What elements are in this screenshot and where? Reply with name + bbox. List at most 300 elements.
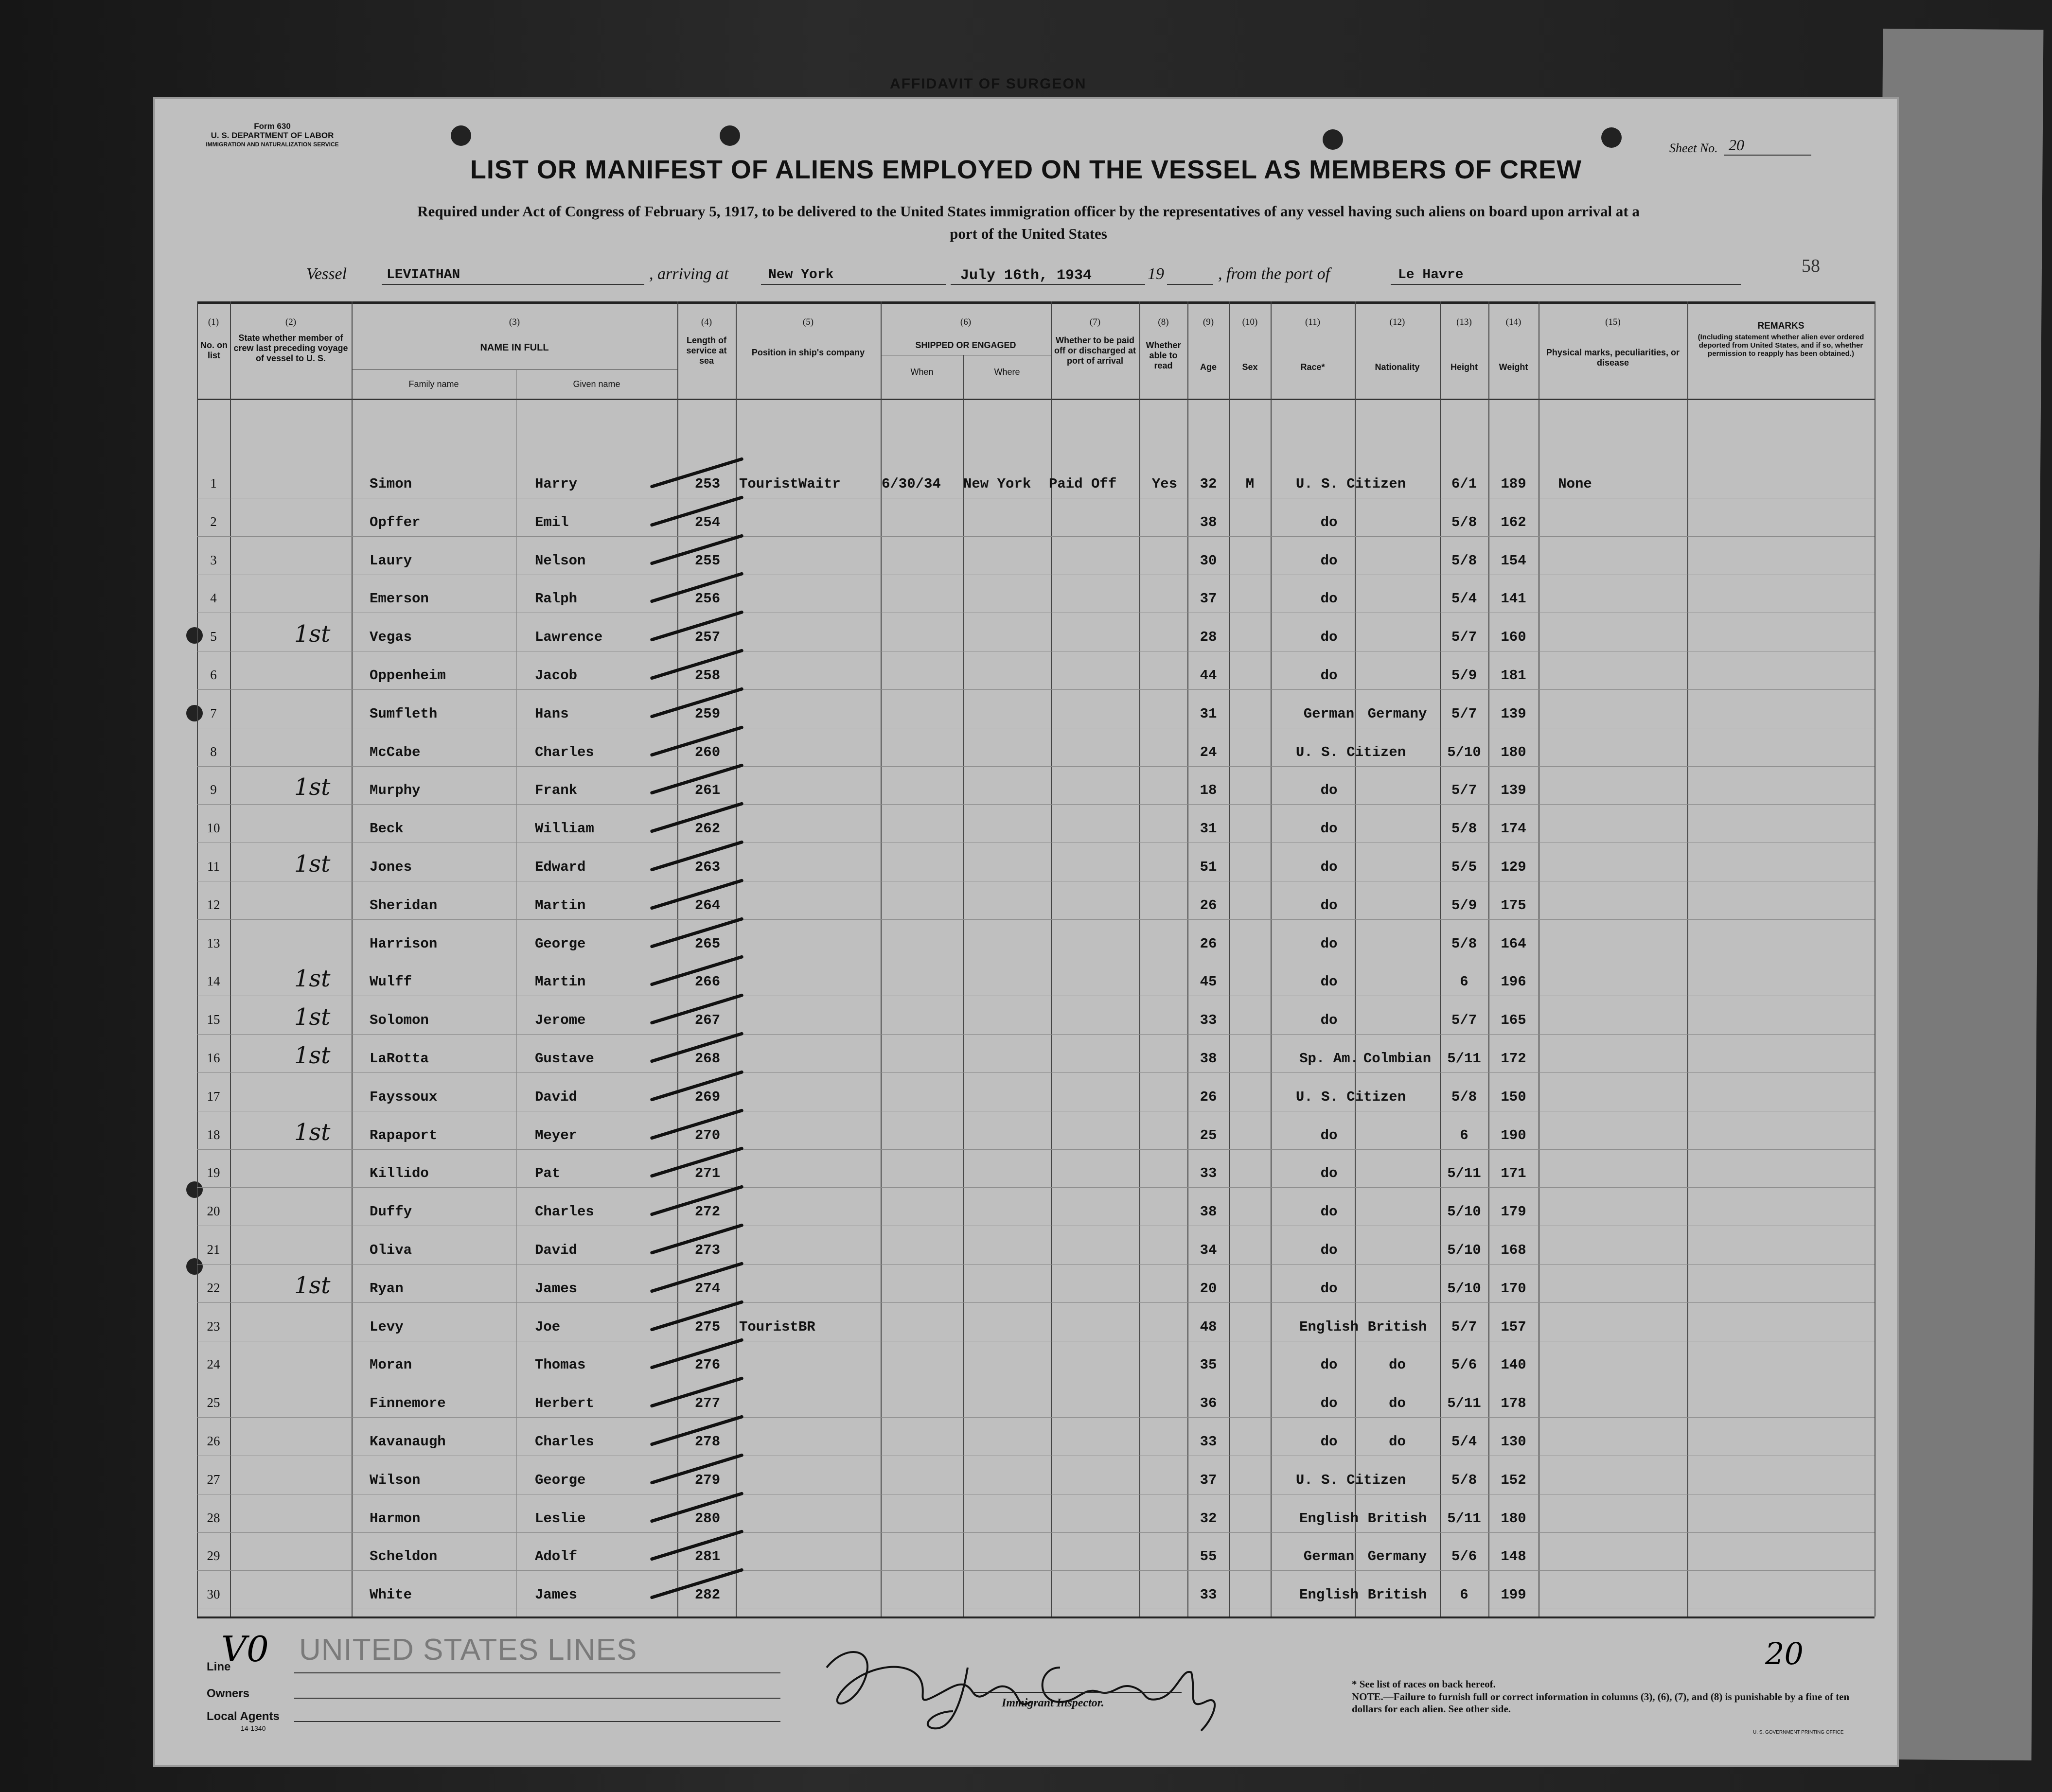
cell-service: 268: [694, 1051, 721, 1067]
cell-no: 19: [207, 1165, 220, 1180]
cell-no: 29: [207, 1548, 220, 1564]
cell-service: 280: [694, 1510, 721, 1527]
cell-age: 36: [1200, 1395, 1217, 1412]
column-number: (2): [285, 317, 297, 327]
cell-service: 258: [694, 668, 721, 684]
service-name: IMMIGRATION AND NATURALIZATION SERVICE: [206, 141, 339, 148]
cell-nationality: do: [1389, 1434, 1406, 1450]
penalty-note: NOTE.—Failure to furnish full or correct information in columns (3), (6), (7), and (8) is punishable by a fine of ten dollars for each alien. See other side.: [1352, 1691, 1850, 1715]
cell-no: 7: [210, 705, 217, 720]
cell-given: Charles: [535, 1434, 594, 1450]
table-row: [197, 1111, 1875, 1150]
cell-service: 265: [694, 935, 721, 952]
from-underline: [1391, 284, 1741, 285]
line-label: Line: [207, 1660, 231, 1673]
cell-weight: 141: [1501, 591, 1526, 607]
cell-service: 261: [694, 782, 721, 799]
table-row: [197, 1072, 1875, 1111]
margin-note: 58: [1802, 256, 1820, 276]
cell-family: Simon: [370, 476, 412, 492]
handwritten-line-number: V0: [221, 1629, 269, 1669]
header-name-in-full: NAME IN FULL: [480, 342, 549, 353]
cell-age: 33: [1200, 1165, 1217, 1182]
cell-given: William: [535, 821, 594, 837]
affidavit-stamp: AFFIDAVIT OF SURGEON: [890, 76, 1087, 92]
port-underline: [761, 284, 946, 285]
cell-weight: 199: [1501, 1587, 1526, 1603]
cell-age: 34: [1200, 1242, 1217, 1258]
cell-given: Emil: [535, 514, 569, 530]
name-subheader-rule: [352, 369, 677, 370]
cell-service: 255: [694, 552, 721, 569]
vessel-label: Vessel: [306, 265, 347, 283]
cell-family: Sheridan: [370, 897, 438, 914]
cell-weight: 160: [1501, 629, 1526, 646]
cell-age: 44: [1200, 668, 1217, 684]
cell-age: 31: [1200, 821, 1217, 837]
cell-weight: 139: [1501, 705, 1526, 722]
cell-weight: 174: [1501, 821, 1526, 837]
cell-service: 262: [694, 821, 721, 837]
subtitle-line: Required under Act of Congress of February 5, 1917, to be delivered to the United States immigration officer by the representatives of any vessel having such aliens on board upon arrival at a: [417, 203, 1640, 220]
header-when: When: [910, 367, 934, 377]
arriving-port: New York: [768, 267, 834, 282]
cell-nationality: Germany: [1367, 1548, 1427, 1565]
cell-nationality: Germany: [1367, 705, 1427, 722]
header-crew-last-voyage: State whether member of crew last preceding voyage of vessel to U. S.: [233, 333, 348, 363]
cell-service: 274: [694, 1280, 721, 1297]
cell-no: 9: [210, 782, 217, 797]
cell-age: 31: [1200, 705, 1217, 722]
cell-height: 5/9: [1451, 897, 1477, 914]
column-number: (15): [1605, 317, 1621, 327]
cell-family: White: [370, 1587, 412, 1603]
table-row: [197, 1417, 1875, 1456]
column-number: (14): [1505, 317, 1521, 327]
cell-family: Duffy: [370, 1204, 412, 1220]
cell-given: Thomas: [535, 1357, 586, 1373]
header-where: Where: [994, 367, 1020, 377]
table-row: [197, 881, 1875, 920]
cell-race: Sp. Am.: [1299, 1051, 1359, 1067]
cell-race: do: [1320, 897, 1338, 914]
cell-weight: 171: [1501, 1165, 1526, 1182]
cell-race: do: [1320, 1204, 1338, 1220]
arriving-label: , arriving at: [649, 265, 729, 283]
cell-no: 27: [207, 1472, 220, 1487]
cell-no: 26: [207, 1434, 220, 1448]
header-weight: Weight: [1499, 362, 1528, 372]
cell-service: 264: [694, 897, 721, 914]
cell-no: 23: [207, 1318, 220, 1334]
column-number: (11): [1305, 317, 1320, 327]
cell-service: 272: [694, 1204, 721, 1220]
cell-no: 3: [210, 552, 217, 567]
cell-age: 38: [1200, 1051, 1217, 1067]
cell-race: do: [1320, 629, 1338, 646]
cell-given: Adolf: [535, 1548, 578, 1565]
table-row: [197, 804, 1875, 843]
header-paid-off: Whether to be paid off or discharged at port of arrival: [1054, 335, 1136, 366]
cell-nationality: do: [1389, 1395, 1406, 1412]
cell-nationality: British: [1367, 1318, 1427, 1335]
cell-height: 5/8: [1451, 935, 1477, 952]
cell-no: 4: [210, 591, 217, 606]
cell-race: do: [1320, 552, 1338, 569]
cell-age: 30: [1200, 552, 1217, 569]
from-port: Le Havre: [1398, 267, 1464, 282]
cell-no: 20: [207, 1204, 220, 1219]
header-nationality: Nationality: [1375, 362, 1420, 372]
cell-given: Edward: [535, 859, 586, 875]
cell-family: Emerson: [370, 591, 429, 607]
cell-service: 276: [694, 1357, 721, 1373]
cell-no: 24: [207, 1357, 220, 1372]
header-remarks-sub: (Including statement whether alien ever ordered deported from United States, and if so, whether permission to reapply has been obtained.): [1698, 333, 1864, 358]
cell-service: 267: [694, 1012, 721, 1029]
table-row: [197, 843, 1875, 881]
cell-family: Scheldon: [370, 1548, 438, 1565]
year-underline: [1167, 284, 1213, 285]
header-able-to-read: Whether able to read: [1146, 340, 1181, 370]
cell-height: 5/11: [1447, 1165, 1481, 1182]
column-number: (3): [509, 317, 520, 327]
manifest-page: [153, 76, 1899, 1767]
punch-hole: [1601, 127, 1622, 148]
cell-no: 14: [207, 974, 220, 989]
cell-race: German: [1303, 1548, 1355, 1565]
cell-family: Oliva: [370, 1242, 412, 1258]
table-row: [197, 1034, 1875, 1073]
table-row: [197, 1340, 1875, 1379]
column-number: (1): [208, 317, 219, 327]
cell-age: 26: [1200, 935, 1217, 952]
cell-weight: 154: [1501, 552, 1526, 569]
cell-service: 253: [694, 476, 721, 492]
cell-service: 278: [694, 1434, 721, 1450]
cell-race: do: [1320, 668, 1338, 684]
table-row: [197, 728, 1875, 767]
header-remarks: REMARKS: [1757, 321, 1804, 331]
cell-service: 260: [694, 744, 721, 760]
cell-height: 5/7: [1451, 705, 1477, 722]
table-row: [197, 1570, 1875, 1609]
cell-family: McCabe: [370, 744, 421, 760]
cell-service: 273: [694, 1242, 721, 1258]
cell-no: 30: [207, 1587, 220, 1602]
inspector-label: Immigrant Inspector.: [1002, 1697, 1104, 1709]
cell-given: Meyer: [535, 1127, 578, 1143]
agents-underline: [294, 1721, 780, 1722]
table-bottom-rule: [197, 1616, 1875, 1618]
header-given-name: Given name: [573, 379, 620, 389]
cell-age: 55: [1200, 1548, 1217, 1565]
cell-marks: None: [1558, 476, 1592, 492]
cell-race: do: [1320, 821, 1338, 837]
cell-service: 271: [694, 1165, 721, 1182]
cell-height: 5/9: [1451, 668, 1477, 684]
cell-given: Nelson: [535, 552, 586, 569]
handwritten-first-mark: 1st: [294, 773, 331, 801]
races-footnote: * See list of races on back hereof.: [1352, 1678, 1496, 1690]
cell-height: 5/7: [1451, 1012, 1477, 1029]
cell-height: 6: [1460, 1587, 1468, 1603]
cell-height: 5/11: [1447, 1395, 1481, 1412]
header-height: Height: [1451, 362, 1478, 372]
cell-race: do: [1320, 1395, 1338, 1412]
cell-no: 13: [207, 935, 220, 950]
cell-height: 5/6: [1451, 1548, 1477, 1565]
cell-race: U. S. Citizen: [1295, 744, 1406, 760]
table-row: [197, 1379, 1875, 1418]
cell-height: 5/10: [1447, 1204, 1481, 1220]
cell-height: 5/8: [1451, 821, 1477, 837]
cell-race: U. S. Citizen: [1295, 1089, 1406, 1105]
cell-family: Finnemore: [370, 1395, 446, 1412]
cell-height: 5/7: [1451, 782, 1477, 799]
cell-paid: Paid Off: [1049, 476, 1117, 492]
cell-no: 21: [207, 1242, 220, 1257]
cell-service: 277: [694, 1395, 721, 1412]
cell-weight: 139: [1501, 782, 1526, 799]
cell-no: 22: [207, 1280, 220, 1295]
cell-weight: 140: [1501, 1357, 1526, 1373]
table-row: [197, 689, 1875, 728]
cell-weight: 157: [1501, 1318, 1526, 1335]
owners-underline: [294, 1698, 780, 1699]
column-number: (13): [1456, 317, 1472, 327]
cell-family: Fayssoux: [370, 1089, 438, 1105]
cell-race: English: [1299, 1510, 1359, 1527]
cell-race: do: [1320, 859, 1338, 875]
cell-family: Ryan: [370, 1280, 404, 1297]
cell-no: 25: [207, 1395, 220, 1410]
cell-height: 5/11: [1447, 1051, 1481, 1067]
cell-nationality: British: [1367, 1587, 1427, 1603]
column-number: (8): [1158, 317, 1169, 327]
inspector-underline: [973, 1692, 1182, 1693]
cell-weight: 165: [1501, 1012, 1526, 1029]
cell-given: Martin: [535, 897, 586, 914]
table-row: [197, 919, 1875, 958]
cell-race: do: [1320, 782, 1338, 799]
cell-no: 2: [210, 514, 217, 529]
cell-height: 5/7: [1451, 629, 1477, 646]
cell-height: 5/10: [1447, 744, 1481, 760]
cell-weight: 164: [1501, 935, 1526, 952]
cell-given: James: [535, 1587, 578, 1603]
punch-hole: [720, 125, 740, 146]
table-top-rule: [197, 301, 1875, 304]
page-subtitle: [202, 200, 1855, 245]
cell-given: Leslie: [535, 1510, 586, 1527]
cell-no: 6: [210, 668, 217, 682]
cell-no: 28: [207, 1510, 220, 1525]
cell-when: 6/30/34: [882, 476, 941, 492]
cell-given: Herbert: [535, 1395, 594, 1412]
cell-given: James: [535, 1280, 578, 1297]
header-physical-marks: Physical marks, peculiarities, or disease: [1546, 348, 1680, 368]
cell-family: LaRotta: [370, 1051, 429, 1067]
cell-service: 259: [694, 705, 721, 722]
cell-no: 15: [207, 1012, 220, 1027]
vessel-underline: [382, 284, 644, 285]
table-row: [197, 459, 1875, 498]
cell-family: Wulff: [370, 974, 412, 990]
cell-age: 37: [1200, 591, 1217, 607]
cell-service: 269: [694, 1089, 721, 1105]
cell-height: 5/7: [1451, 1318, 1477, 1335]
cell-height: 5/4: [1451, 1434, 1477, 1450]
handwritten-page-number: 20: [1765, 1636, 1804, 1671]
table-row: [197, 613, 1875, 651]
cell-race: do: [1320, 1357, 1338, 1373]
cell-height: 5/10: [1447, 1242, 1481, 1258]
punch-hole: [451, 125, 471, 146]
cell-no: 11: [207, 859, 220, 874]
cell-service: 254: [694, 514, 721, 530]
cell-family: Murphy: [370, 782, 421, 799]
cell-weight: 129: [1501, 859, 1526, 875]
cell-race: do: [1320, 1434, 1338, 1450]
cell-age: 37: [1200, 1472, 1217, 1488]
sheet-label: Sheet No.: [1669, 141, 1718, 155]
cell-age: 20: [1200, 1280, 1217, 1297]
cell-given: Frank: [535, 782, 578, 799]
handwritten-first-mark: 1st: [294, 1003, 331, 1031]
date-underline: [951, 284, 1145, 285]
cell-race: do: [1320, 1165, 1338, 1182]
cell-position: TouristWaitr: [739, 476, 841, 492]
cell-age: 33: [1200, 1434, 1217, 1450]
cell-family: Harmon: [370, 1510, 421, 1527]
table-row: [197, 536, 1875, 575]
cell-where: New York: [963, 476, 1031, 492]
cell-height: 6: [1460, 1127, 1468, 1143]
cell-height: 5/8: [1451, 1472, 1477, 1488]
handwritten-first-mark: 1st: [294, 965, 331, 993]
subtitle-line: port of the United States: [950, 225, 1107, 242]
form-identifier: [192, 122, 353, 149]
cell-given: Charles: [535, 744, 594, 760]
cell-given: Charles: [535, 1204, 594, 1220]
cell-race: do: [1320, 974, 1338, 990]
sheet-number: 20: [1729, 136, 1744, 154]
cell-weight: 189: [1501, 476, 1526, 492]
header-no-on-list: No. on list: [200, 340, 228, 360]
header-shipped-or-engaged: SHIPPED OR ENGAGED: [915, 340, 1016, 350]
cell-weight: 175: [1501, 897, 1526, 914]
cell-weight: 181: [1501, 668, 1526, 684]
handwritten-first-mark: 1st: [294, 1271, 331, 1299]
inspector-signature: [807, 1638, 1245, 1736]
header-position: Position in ship's company: [751, 348, 865, 357]
table-row: [197, 1226, 1875, 1265]
cell-family: Harrison: [370, 935, 438, 952]
table-row: [197, 996, 1875, 1035]
cell-given: Harry: [535, 476, 578, 492]
cell-weight: 148: [1501, 1548, 1526, 1565]
owners-label: Owners: [207, 1687, 250, 1700]
table-header-rule: [197, 399, 1875, 400]
from-label: , from the port of: [1218, 265, 1330, 283]
cell-weight: 190: [1501, 1127, 1526, 1143]
cell-service: 275: [694, 1318, 721, 1335]
cell-service: 282: [694, 1587, 721, 1603]
cell-no: 5: [210, 629, 217, 644]
handwritten-first-mark: 1st: [294, 620, 331, 648]
cell-weight: 178: [1501, 1395, 1526, 1412]
table-row: [197, 1264, 1875, 1303]
cell-given: Martin: [535, 974, 586, 990]
cell-given: Jerome: [535, 1012, 586, 1029]
cell-race: do: [1320, 1242, 1338, 1258]
cell-family: Jones: [370, 859, 412, 875]
cell-height: 5/4: [1451, 591, 1477, 607]
cell-family: Sumfleth: [370, 705, 438, 722]
cell-given: Lawrence: [535, 629, 603, 646]
cell-family: Laury: [370, 552, 412, 569]
cell-given: George: [535, 1472, 586, 1488]
cell-age: 18: [1200, 782, 1217, 799]
cell-age: 26: [1200, 1089, 1217, 1105]
cell-no: 12: [207, 897, 220, 912]
cell-service: 266: [694, 974, 721, 990]
cell-given: Hans: [535, 705, 569, 722]
cell-service: 270: [694, 1127, 721, 1143]
cell-no: 17: [207, 1089, 220, 1104]
vessel-name: LEVIATHAN: [387, 267, 460, 282]
cell-height: 6/1: [1451, 476, 1477, 492]
cell-height: 5/11: [1447, 1510, 1481, 1527]
table-row: [197, 1187, 1875, 1226]
table-row: [197, 957, 1875, 996]
cell-no: 1: [210, 476, 217, 491]
cell-family: Wilson: [370, 1472, 421, 1488]
cell-age: 51: [1200, 859, 1217, 875]
cell-given: Joe: [535, 1318, 561, 1335]
cell-weight: 180: [1501, 1510, 1526, 1527]
cell-no: 10: [207, 821, 220, 836]
cell-age: 38: [1200, 1204, 1217, 1220]
cell-age: 26: [1200, 897, 1217, 914]
cell-weight: 162: [1501, 514, 1526, 530]
cell-given: Jacob: [535, 668, 578, 684]
cell-height: 5/8: [1451, 552, 1477, 569]
page-title: LIST OR MANIFEST OF ALIENS EMPLOYED ON THE VESSEL AS MEMBERS OF CREW: [470, 155, 1582, 184]
cell-race: U. S. Citizen: [1295, 476, 1406, 492]
cell-race: do: [1320, 1127, 1338, 1143]
table-row: [197, 1456, 1875, 1494]
column-number: (7): [1089, 317, 1101, 327]
table-row: [197, 1494, 1875, 1533]
cell-weight: 152: [1501, 1472, 1526, 1488]
table-row: [197, 651, 1875, 690]
cell-family: Kavanaugh: [370, 1434, 446, 1450]
arrival-date: July 16th, 1934: [960, 267, 1092, 284]
department-name: U. S. DEPARTMENT OF LABOR: [211, 131, 334, 140]
cell-age: 28: [1200, 629, 1217, 646]
cell-family: Vegas: [370, 629, 412, 646]
cell-weight: 150: [1501, 1089, 1526, 1105]
cell-age: 45: [1200, 974, 1217, 990]
column-number: (10): [1242, 317, 1258, 327]
cell-age: 33: [1200, 1587, 1217, 1603]
cell-weight: 196: [1501, 974, 1526, 990]
local-agents-label: Local Agents: [207, 1710, 280, 1723]
cell-height: 5/8: [1451, 1089, 1477, 1105]
cell-family: Rapaport: [370, 1127, 438, 1143]
